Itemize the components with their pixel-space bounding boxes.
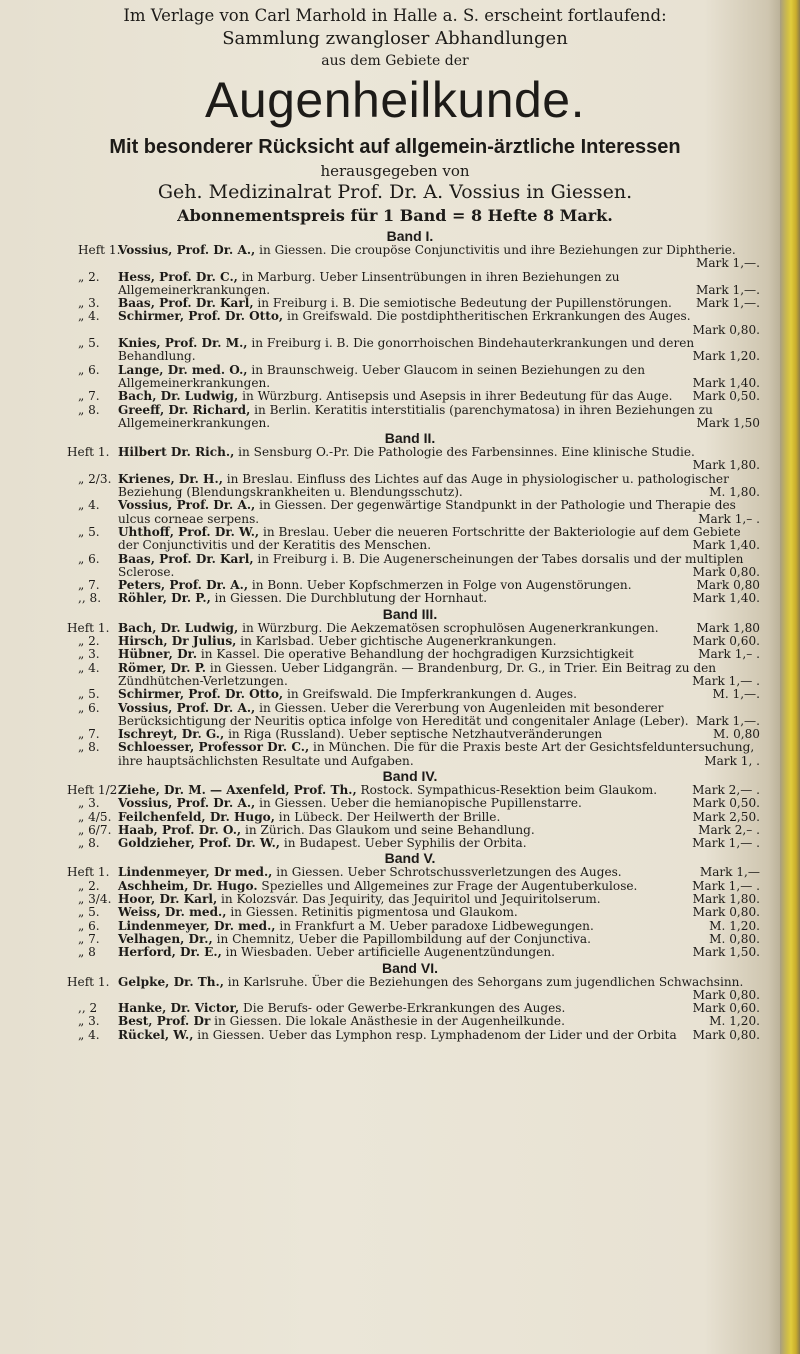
issue-number: „ 5. (78, 336, 100, 351)
author-name: Hilbert Dr. Rich., (118, 445, 235, 460)
author-name: Hübner, Dr. (118, 647, 198, 662)
author-name: Feilchenfeld, Dr. Hugo, (118, 809, 275, 824)
entry-price: Mark 1,50. (692, 945, 760, 960)
entry-price: Mark 1,40. (692, 591, 760, 606)
author-name: Vossius, Prof. Dr. A., (118, 700, 256, 715)
catalog-entry (0, 1015, 760, 1028)
band-heading: Band IV. (382, 767, 438, 784)
issue-number: „ 6. (78, 362, 100, 377)
entry-title: in Giessen. Ueber die Vererbung von Augenleiden mit besonderer Berücksichtigung der Neuritis optica infolge von Heredität und congenitaler Anlage (Leber). (118, 700, 689, 728)
entry-price: Mark 2,50. (692, 809, 760, 824)
entry-price: M. 1,80. (709, 485, 760, 500)
catalog-entry (0, 946, 760, 959)
author-name: Gelpke, Dr. Th., (118, 974, 224, 989)
publisher-line: Im Verlage von Carl Marhold in Halle a. S. erscheint fortlaufend: (123, 6, 667, 25)
entry-title: in Freiburg i. B. Die Augenerscheinungen der Tabes dorsalis und der multiplen Sclerose. (118, 551, 744, 579)
author-name: Schirmer, Prof. Dr. Otto, (118, 309, 284, 324)
author-name: Greeff, Dr. Richard, (118, 402, 251, 417)
page-title: Augenheilkunde. (204, 72, 586, 128)
catalog-entry (0, 390, 760, 403)
entry-price: M. 1,20. (709, 918, 760, 933)
issue-number: „ 6. (78, 918, 100, 933)
entry-price: Mark 0,80. (692, 1027, 760, 1042)
entry-title: in Budapest. Ueber Syphilis der Orbita. (280, 836, 527, 851)
author-name: Baas, Prof. Dr. Karl, (118, 551, 254, 566)
author-name: Vossius, Prof. Dr. A., (118, 796, 256, 811)
author-name: Velhagen, Dr., (118, 931, 213, 946)
catalog-entry (0, 404, 760, 431)
entry-title: Spezielles und Allgemeines zur Frage der Augentuberkulose. (257, 878, 638, 893)
author-name: Baas, Prof. Dr. Karl, (118, 296, 254, 311)
author-name: Ischreyt, Dr. G., (118, 727, 225, 742)
entry-title: in Zürich. Das Glaukom und seine Behandlung. (241, 822, 535, 837)
issue-number: „ 3. (78, 796, 100, 811)
entry-title: Die Berufs- oder Gewerbe-Erkrankungen des Auges. (239, 1001, 566, 1016)
issue-number: „ 3. (78, 296, 100, 311)
entry-title: in Chemnitz, Ueber die Papillombildung auf der Conjunctiva. (212, 931, 591, 946)
issue-number: „ 7. (78, 578, 100, 593)
entry-price: Mark 1,— . (692, 836, 760, 851)
issue-number: Heft 1. (67, 865, 110, 880)
author-name: Hanke, Dr. Victor, (118, 1001, 240, 1016)
entry-price: M. 1,—. (712, 687, 760, 702)
entry-price: Mark 1, . (704, 753, 760, 768)
author-name: Hirsch, Dr Julius, (118, 634, 237, 649)
catalog-entry (0, 866, 760, 879)
entry-price: Mark 1,20. (692, 349, 760, 364)
author-name: Rückel, W., (118, 1027, 194, 1042)
author-name: Lindenmeyer, Dr. med., (118, 918, 276, 933)
issue-number: ,, 2 (78, 1001, 98, 1016)
issue-number: „ 4. (78, 660, 100, 675)
issue-number: Heft 1. (67, 974, 110, 989)
entry-title: in Giessen. Ueber das Lymphon resp. Lymphadenom der Lider und der Orbita (193, 1027, 677, 1042)
entry-title: in Würzburg. Die Aekzematösen scrophulösen Augenerkrankungen. (238, 620, 659, 635)
entry-price: Mark 1,—. (695, 713, 760, 728)
author-name: Bach, Dr. Ludwig, (118, 389, 239, 404)
catalog-entry (0, 784, 760, 797)
entry-title: in Freiburg i. B. Die gonorrhoischen Bindehauterkrankungen und deren Behandlung. (118, 336, 695, 364)
author-name: Schloesser, Professor Dr. C., (118, 740, 310, 755)
entry-title: in Giessen. Ueber die hemianopische Pupillenstarre. (255, 796, 582, 811)
entry-title: in Lübeck. Der Heilwerth der Brille. (274, 809, 501, 824)
issue-number: Heft 1/2. (67, 782, 122, 797)
series-subline: aus dem Gebiete der (321, 53, 469, 69)
issue-number: „ 4. (78, 498, 100, 513)
series-name: Sammlung zwangloser Abhandlungen (222, 28, 568, 49)
entry-price: Mark 0,80. (692, 905, 760, 920)
author-name: Vossius, Prof. Dr. A., (118, 498, 256, 513)
entry-price: Mark 1,—. (695, 296, 760, 311)
editor: Geh. Medizinalrat Prof. Dr. A. Vossius in Giessen. (157, 181, 633, 203)
catalog-entry (0, 728, 760, 741)
entry-price: Mark 0,80 (696, 578, 760, 593)
catalog-entry (0, 976, 760, 1003)
entry-price: Mark 2,– . (698, 822, 760, 837)
author-name: Weiss, Dr. med., (118, 905, 227, 920)
entry-price: Mark 0,50. (692, 796, 760, 811)
entry-title: in Giessen. Retinitis pigmentosa und Glaukom. (226, 905, 518, 920)
catalog-entry (0, 310, 760, 337)
catalog-entry (0, 446, 760, 473)
author-name: Ziehe, Dr. M. — Axenfeld, Prof. Th., (118, 782, 357, 797)
entry-title: in Freiburg i. B. Die semiotische Bedeutung der Pupillenstörungen. (253, 296, 672, 311)
issue-number: Heft 1. (67, 620, 110, 635)
catalog-entry (0, 906, 760, 919)
entry-title: Rostock. Sympathicus-Resektion beim Glaukom. (356, 782, 658, 797)
entry-title: in Riga (Russland). Ueber septische Netzhautveränderungen (224, 727, 603, 742)
author-name: Herford, Dr. E., (118, 945, 222, 960)
band-heading: Band V. (384, 850, 436, 867)
entry-price: Mark 1,— . (692, 673, 760, 688)
entry-title: in Giessen. Ueber Schrotschussverletzungen des Auges. (272, 865, 622, 880)
entry-price: Mark 1,40. (692, 375, 760, 390)
issue-number: „ 7. (78, 727, 100, 742)
catalog-entry (0, 797, 760, 810)
author-name: Römer, Dr. P. (118, 660, 206, 675)
entry-title: in Giessen. Ueber Lidgangrän. — Brandenburg, Dr. G., in Trier. Ein Beitrag zu den Zündhütchen-Verletzungen. (118, 660, 717, 688)
entry-price: Mark 0,50. (692, 389, 760, 404)
catalog-entry (0, 553, 760, 580)
issue-number: „ 3. (78, 1014, 100, 1029)
author-name: Best, Prof. Dr (118, 1014, 211, 1029)
issue-number: „ 8. (78, 836, 100, 851)
entry-title: in Giessen. Der gegenwärtige Standpunkt in der Pathologie und Therapie des ulcus corneae serpens. (118, 498, 736, 526)
author-name: Lange, Dr. med. O., (118, 362, 248, 377)
catalog-entry (0, 526, 760, 553)
entry-price: M. 0,80 (713, 727, 760, 742)
entry-price: Mark 1,80. (692, 892, 760, 907)
issue-number: „ 2/3. (78, 471, 112, 486)
catalog-entry (0, 473, 760, 500)
entry-title: in Berlin. Keratitis interstitialis (parenchymatosa) in ihren Beziehungen zu Allgemeinerkrankungen. (118, 402, 713, 430)
issue-number: „ 7. (78, 389, 100, 404)
entry-price: Mark 1,— (699, 865, 760, 880)
issue-number: „ 5. (78, 524, 100, 539)
catalog-entry (0, 364, 760, 391)
entry-title: in Sensburg O.-Pr. Die Pathologie des Farbensinnes. Eine klinische Studie. (234, 445, 695, 460)
entry-title: in Kassel. Die operative Behandlung der hochgradigen Kurzsichtigkeit (197, 647, 634, 662)
entry-title: in Greifswald. Die Impferkrankungen d. Auges. (283, 687, 577, 702)
catalog-entry (0, 635, 760, 648)
issue-number: „ 8. (78, 740, 100, 755)
issue-number: „ 4. (78, 1027, 100, 1042)
issue-number: „ 3/4. (78, 892, 112, 907)
issue-number: Heft 1. (78, 243, 121, 257)
catalog-entry (0, 592, 760, 605)
entry-title: in Greifswald. Die postdiphtheritischen Erkrankungen des Auges. (283, 309, 691, 324)
issue-number: „ 5. (78, 905, 100, 920)
issue-number: „ 2. (78, 269, 100, 284)
issue-number: „ 5. (78, 687, 100, 702)
entry-price: Mark 1,80. (692, 458, 760, 473)
issue-number: „ 6. (78, 551, 100, 566)
author-name: Peters, Prof. Dr. A., (118, 578, 249, 593)
band-heading: Band VI. (381, 959, 438, 976)
catalog-entry (0, 337, 760, 364)
entry-title: in Giessen. Die Durchblutung der Hornhaut. (210, 591, 488, 606)
issue-number: „ 8. (78, 402, 100, 417)
catalog-entry (0, 271, 760, 298)
author-name: Haab, Prof. Dr. O., (118, 822, 242, 837)
catalog-entry (0, 811, 760, 824)
entry-price: Mark 1,—. (695, 282, 760, 297)
entry-title: in Breslau. Ueber die neueren Fortschritte der Bakteriologie auf dem Gebiete der Conjunctivitis und der Keratitis des Menschen. (118, 524, 741, 553)
subtitle: Mit besonderer Rücksicht auf allgemein-ärztliche Interessen (109, 136, 681, 158)
author-name: Aschheim, Dr. Hugo. (118, 878, 258, 893)
issue-number: „ 3. (78, 647, 100, 662)
entry-title: in Frankfurt a M. Ueber paradoxe Lidbewegungen. (275, 918, 594, 933)
catalog-entry (0, 880, 760, 893)
issue-number: „ 4. (78, 309, 100, 324)
issue-number: „ 2. (78, 878, 100, 893)
author-name: Vossius, Prof. Dr. A., (118, 243, 256, 257)
author-name: Goldzieher, Prof. Dr. W., (118, 836, 281, 851)
entry-title: in Breslau. Einfluss des Lichtes auf das Auge in physiologischer u. pathologischer Beziehung (Blendungskrankheiten u. Blendungsschutz). (118, 471, 729, 500)
issue-number: Heft 1. (67, 445, 110, 460)
author-name: Uhthoff, Prof. Dr. W., (118, 524, 260, 539)
issue-number: „ 4/5. (78, 809, 112, 824)
author-name: Schirmer, Prof. Dr. Otto, (118, 687, 284, 702)
catalog-entry (0, 499, 760, 526)
issue-number: „ 6. (78, 700, 100, 715)
catalog-entry (0, 824, 760, 837)
entry-title: in Kolozsvár. Das Jequirity, das Jequiritol und Jequiritolserum. (217, 892, 601, 907)
issue-number: „ 6/7. (78, 822, 112, 837)
entry-price: Mark 2,— . (692, 782, 760, 797)
author-name: Hoor, Dr. Karl, (118, 892, 218, 907)
catalog-entry (0, 920, 760, 933)
catalog-entry (0, 579, 760, 592)
catalog-entry (0, 688, 760, 701)
entry-title: in Karlsruhe. Über die Beziehungen des Sehorgans zum jugendlichen Schwachsinn. (223, 974, 744, 989)
issue-number: „ 8 (78, 945, 96, 960)
entry-title: in Giessen. Die croupöse Conjunctivitis und ihre Beziehungen zur Diphtherie. (255, 243, 736, 257)
entry-title: in Würzburg. Antisepsis und Asepsis in ihrer Bedeutung für das Auge. (238, 389, 673, 404)
entry-price: Mark 1,40. (692, 538, 760, 553)
entry-price: Mark 1,– . (698, 511, 760, 526)
author-name: Hess, Prof. Dr. C., (118, 269, 238, 284)
entry-price: M. 0,80. (709, 931, 760, 946)
entry-title: in Braunschweig. Ueber Glaucom in seinen Beziehungen zu den Allgemeinerkrankungen. (118, 362, 645, 390)
entry-title: in Giessen. Die lokale Anästhesie in der Augenheilkunde. (210, 1014, 565, 1029)
entry-title: in Bonn. Ueber Kopfschmerzen in Folge von Augenstörungen. (248, 578, 632, 593)
author-name: Lindenmeyer, Dr med., (118, 865, 273, 880)
entry-price: Mark 0,80. (692, 987, 760, 1002)
author-name: Röhler, Dr. P., (118, 591, 211, 606)
entry-price: Mark 1,– . (698, 647, 760, 662)
entry-price: Mark 0,80. (692, 322, 760, 337)
catalog-entry (0, 622, 760, 635)
entry-price: Mark 1,—. (695, 256, 760, 271)
catalog-entry (0, 297, 760, 310)
issue-number: „ 7. (78, 931, 100, 946)
catalog-entry (0, 1029, 760, 1042)
catalog-list (0, 228, 800, 1042)
catalog-entry (0, 1002, 760, 1015)
band-heading: Band II. (384, 430, 436, 447)
entry-price: M. 1,20. (709, 1014, 760, 1029)
catalog-entry (0, 662, 760, 689)
catalog-entry (0, 837, 760, 850)
entry-title: in Marburg. Ueber Linsentrübungen in ihren Beziehungen zu Allgemeinerkrankungen. (118, 269, 620, 297)
band-heading: Band III. (382, 605, 438, 622)
catalog-entry (0, 741, 760, 768)
editor-intro: herausgegeben von (320, 162, 470, 180)
issue-number: „ 2. (78, 634, 100, 649)
subscription-price: Abonnementspreis für 1 Band = 8 Hefte 8 Mark. (177, 206, 613, 225)
entry-price: Mark 0,60. (692, 1001, 760, 1016)
catalog-entry (0, 702, 760, 729)
issue-number: ,, 8. (78, 591, 102, 606)
author-name: Knies, Prof. Dr. M., (118, 336, 248, 351)
author-name: Bach, Dr. Ludwig, (118, 620, 239, 635)
catalog-entry (0, 933, 760, 946)
band-heading: Band I. (386, 228, 434, 244)
entry-price: Mark 1,80 (696, 620, 760, 635)
entry-title: in München. Die für die Praxis beste Art der Gesichtsfelduntersuchung, ihre hauptsächlichsten Resultate und Aufgaben. (118, 740, 755, 768)
entry-title: in Wiesbaden. Ueber artificielle Augenentzündungen. (221, 945, 555, 960)
catalog-entry (0, 893, 760, 906)
author-name: Krienes, Dr. H., (118, 471, 223, 486)
entry-price: Mark 1,50 (696, 415, 760, 430)
entry-price: Mark 1,— . (692, 878, 760, 893)
entry-title: in Karlsbad. Ueber gichtische Augenerkrankungen. (236, 634, 557, 649)
entry-price: Mark 0,60. (692, 634, 760, 649)
catalog-entry (0, 648, 760, 661)
entry-price: Mark 0,80. (692, 564, 760, 579)
catalog-entry (0, 244, 760, 271)
